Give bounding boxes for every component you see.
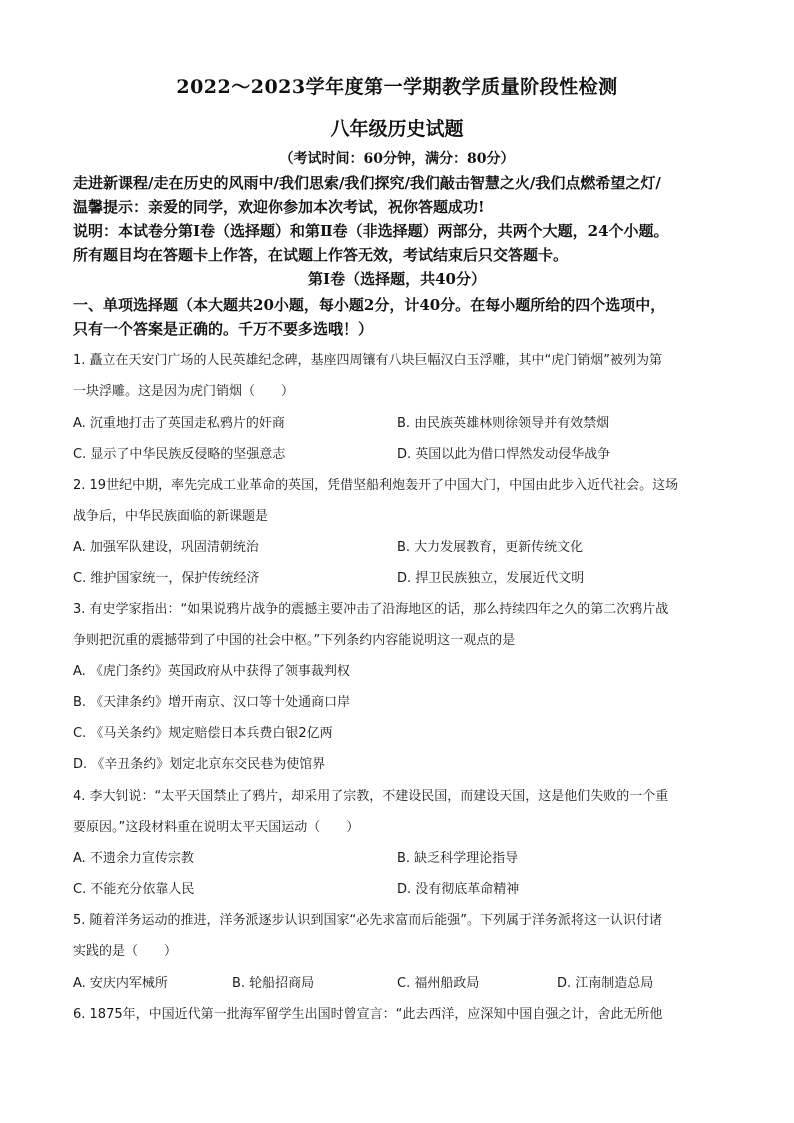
intro-line: 走进新课程/走在历史的风雨中/我们思索/我们探究/我们敲击智慧之火/我们点燃希望之灯/ bbox=[73, 174, 661, 192]
question-4-option-d: D. 没有彻底革命精神 bbox=[397, 882, 520, 897]
question-5-text: 5. 随着洋务运动的推进，洋务派逐步认识到国家“必先求富而后能强”。下列属于洋务派将这一认识付诸 bbox=[73, 913, 663, 928]
question-3-text: 争则把沉重的震撼带到了中国的社会中枢。”下列条约内容能说明这一观点的是 bbox=[73, 633, 516, 648]
tip-line: 温馨提示：亲爱的同学，欢迎你参加本次考试，祝你答题成功! bbox=[73, 198, 485, 216]
question-4-option-c: C. 不能充分依靠人民 bbox=[73, 882, 195, 897]
question-4-text: 4. 李大钊说：“太平天国禁止了鸦片，却采用了宗教，不建设民国，而建设天国，这是他们失败的一个重 bbox=[73, 789, 669, 804]
question-4-option-b: B. 缺乏科学理论指导 bbox=[397, 851, 519, 866]
exam-subtitle: 八年级历史试题 bbox=[330, 118, 464, 140]
question-1-option-d: D. 英国以此为借口悍然发动侵华战争 bbox=[397, 447, 611, 462]
question-5-option-a: A. 安庆内军械所 bbox=[73, 976, 168, 991]
question-3-option-a: A. 《虎门条约》英国政府从中获得了领事裁判权 bbox=[73, 664, 350, 679]
question-2-option-a: A. 加强军队建设，巩固清朝统治 bbox=[73, 540, 259, 555]
question-5-text: 实践的是（ ） bbox=[73, 944, 178, 959]
part-heading: 只有一个答案是正确的。千万不要多选哦！） bbox=[73, 320, 374, 338]
question-3-option-d: D. 《辛丑条约》划定北京东交民巷为使馆界 bbox=[73, 757, 326, 772]
part-heading: 一、单项选择题（本大题共20小题，每小题2分，计40分。在每小题所给的四个选项中， bbox=[73, 296, 666, 314]
question-2-text: 战争后，中华民族面临的新课题是 bbox=[73, 509, 269, 524]
question-4-text: 要原因。”这段材料重在说明太平天国运动（ ） bbox=[73, 820, 360, 835]
exam-info: （考试时间：60分钟，满分：80分） bbox=[279, 151, 515, 167]
question-3-text: 3. 有史学家指出：“如果说鸦片战争的震撼主要冲击了沿海地区的话，那么持续四年之久的第二次鸦片战 bbox=[73, 602, 669, 617]
section-title: 第Ⅰ卷（选择题，共40分） bbox=[308, 270, 486, 288]
question-1-text: 一块浮雕。这是因为虎门销烟（ ） bbox=[73, 384, 295, 399]
exam-title: 2022～2023学年度第一学期教学质量阶段性检测 bbox=[176, 76, 618, 98]
question-1-text: 1. 矗立在天安门广场的人民英雄纪念碑，基座四周镶有八块巨幅汉白玉浮雕，其中“虎门销烟”被列为第 bbox=[73, 353, 663, 368]
question-3-option-c: C. 《马关条约》规定赔偿日本兵费白银2亿两 bbox=[73, 726, 333, 741]
question-5-option-c: C. 福州船政局 bbox=[397, 976, 480, 991]
question-2-text: 2. 19世纪中期，率先完成工业革命的英国，凭借坚船利炮轰开了中国大门，中国由此步入近代社会。这场 bbox=[73, 478, 679, 493]
question-2-option-c: C. 维护国家统一，保护传统经济 bbox=[73, 571, 260, 586]
question-1-option-c: C. 显示了中华民族反侵略的坚强意志 bbox=[73, 447, 286, 462]
instruction-line: 所有题目均在答题卡上作答，在试题上作答无效，考试结束后只交答题卡。 bbox=[73, 246, 569, 264]
question-2-option-b: B. 大力发展教育，更新传统文化 bbox=[397, 540, 584, 555]
question-3-option-b: B. 《天津条约》增开南京、汉口等十处通商口岸 bbox=[73, 695, 351, 710]
question-1-option-a: A. 沉重地打击了英国走私鸦片的奸商 bbox=[73, 416, 285, 431]
question-2-option-d: D. 捍卫民族独立，发展近代文明 bbox=[397, 571, 585, 586]
question-1-option-b: B. 由民族英雄林则徐领导并有效禁烟 bbox=[397, 416, 610, 431]
instruction-line: 说明：本试卷分第Ⅰ卷（选择题）和第Ⅱ卷（非选择题）两部分，共两个大题，24个小题。 bbox=[73, 222, 669, 240]
question-5-option-d: D. 江南制造总局 bbox=[557, 976, 654, 991]
question-6-text: 6. 1875年，中国近代第一批海军留学生出国时曾宣言：“此去西洋，应深知中国自强之计，舍此无所他 bbox=[73, 1007, 663, 1022]
question-4-option-a: A. 不遗余力宣传宗教 bbox=[73, 851, 194, 866]
question-5-option-b: B. 轮船招商局 bbox=[232, 976, 315, 991]
